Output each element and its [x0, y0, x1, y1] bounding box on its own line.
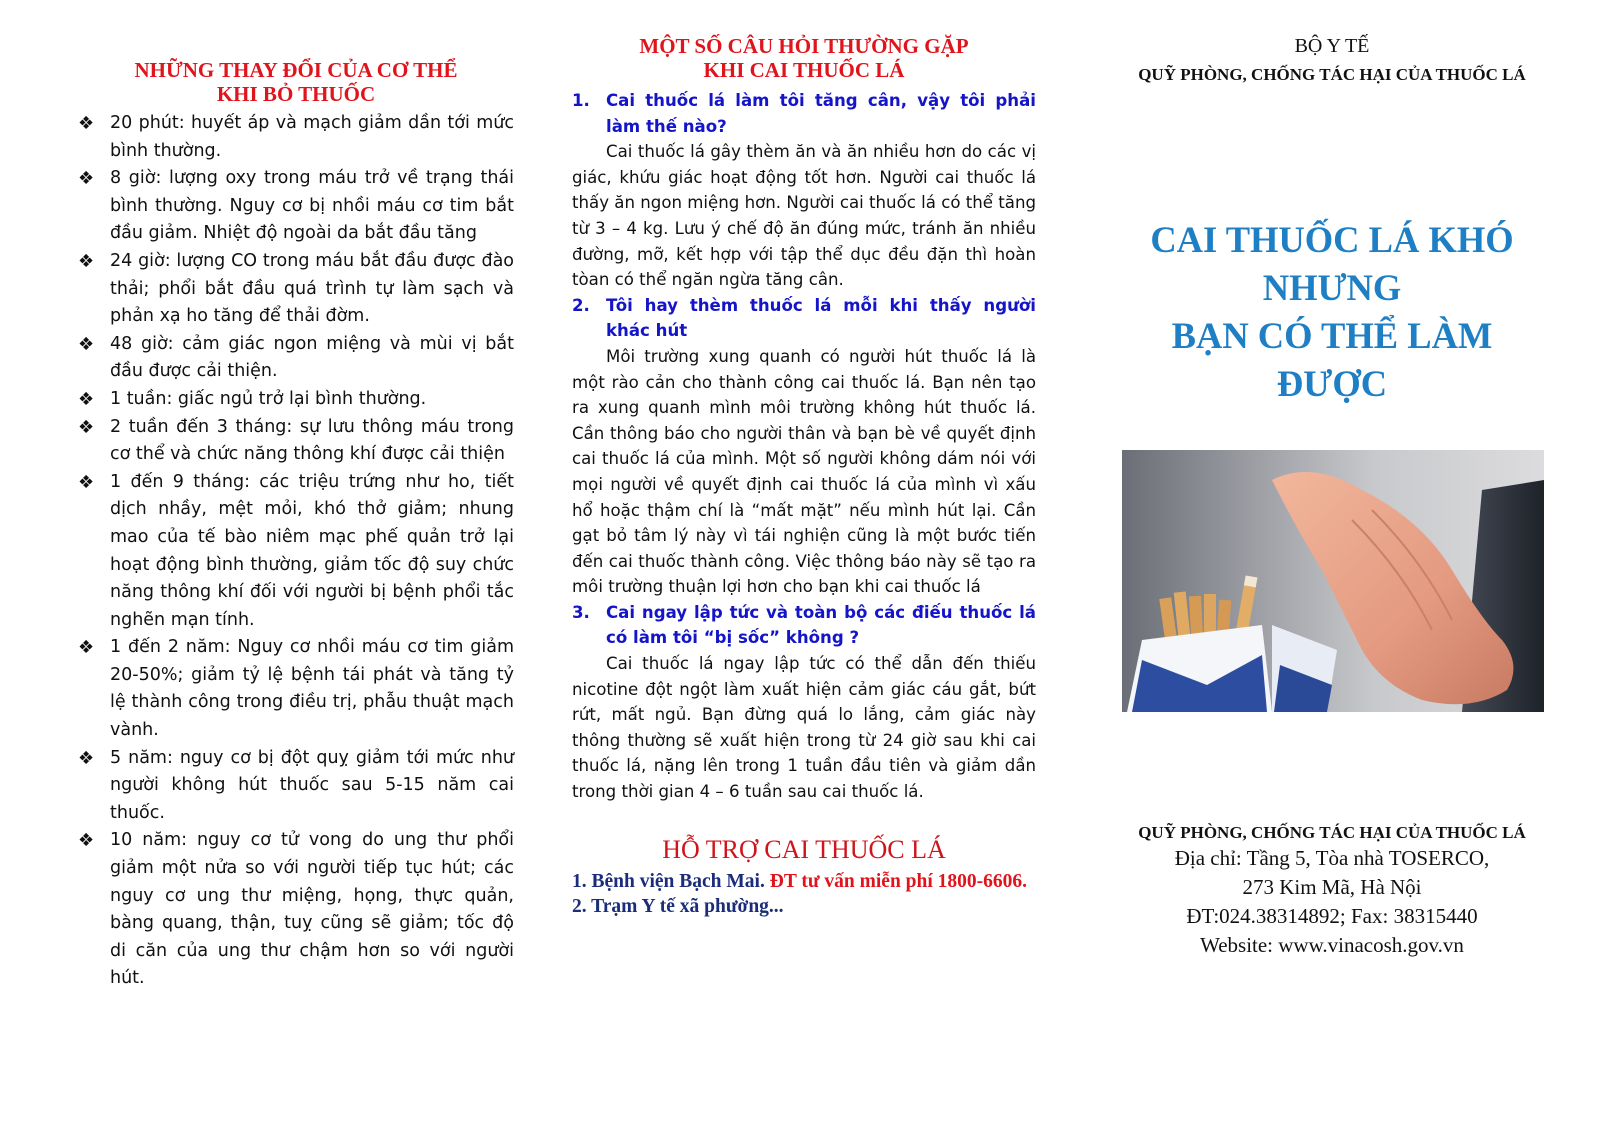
diamond-bullet-icon: ❖: [78, 416, 95, 438]
list-item: [78, 827, 514, 993]
website-link[interactable]: Website: www.vinacosh.gov.vn: [1200, 933, 1464, 957]
faq-item-2: [572, 293, 1036, 600]
headline-line3: BẠN CÓ THỂ LÀM ĐƯỢC: [1171, 315, 1493, 404]
list-item: [78, 414, 514, 469]
faq-title-line1: MỘT SỐ CÂU HỎI THƯỜNG GẶP: [639, 34, 969, 58]
faq-answer: Cai thuốc lá ngay lập tức có thể dẫn đến thiếu nicotine đột ngột làm xuất hiện cảm giác cáu gắt, bứt rứt, mất ngủ. Bạn đừng quá lo lắng, cảm giác này thông thường sẽ xuất hiện trong từ 24 giờ sau khi cai thuốc lá, nặng lên trong 1 tuần đầu tiên và giảm dần trong thời gian 4 – 6 tuần sau cai thuốc lá.: [572, 654, 1036, 802]
faq-question: [572, 600, 1036, 651]
contact-fund-name: QUỸ PHÒNG, CHỐNG TÁC HẠI CỦA THUỐC LÁ: [1138, 823, 1526, 842]
support-line-hospital: [572, 869, 1036, 894]
support-line-clinic: 2. Trạm Y tế xã phường...: [572, 895, 784, 917]
list-item: [78, 165, 514, 248]
faq-question-text: Cai thuốc lá làm tôi tăng cân, vậy tôi phải làm thế nào?: [606, 91, 1036, 136]
list-item: [78, 248, 514, 331]
list-item-text: 8 giờ: lượng oxy trong máu trở về trạng thái bình thường. Nguy cơ bị nhồi máu cơ tim bắt đầu giảm. Nhiệt độ ngoài da bắt đầu tăng: [110, 168, 514, 244]
faq-item-1: [572, 88, 1036, 293]
body-changes-list: [78, 110, 514, 993]
list-item-text: 5 năm: nguy cơ bị đột quỵ giảm tới mức như người không hút thuốc sau 5-15 năm cai thuốc.: [110, 747, 514, 823]
no-smoking-hand-photo: [1122, 450, 1544, 712]
list-item-text: 10 năm: nguy cơ tử vong do ung thư phổi giảm một nửa so với người tiếp tục hút; các nguy cơ ung thư miệng, họng, thực quản, bàng quang, thận, tuỵ cũng sẽ giảm; tốc độ di căn của ung thư chậm hơn so với người hút.: [110, 830, 514, 989]
faq-column: [572, 34, 1036, 919]
list-item-text: 1 đến 2 năm: Nguy cơ nhồi máu cơ tim giảm 20-50%; giảm tỷ lệ bệnh tái phát và tăng tỷ lệ thành công trong điều trị, phẫu thuật mạch vành.: [110, 637, 514, 741]
list-item-text: 2 tuần đến 3 tháng: sự lưu thông máu trong cơ thể và chức năng thông khí được cải thiện: [110, 416, 514, 465]
list-item-text: 20 phút: huyết áp và mạch giảm dần tới mức bình thường.: [110, 113, 514, 161]
faq-question-text: Cai ngay lập tức và toàn bộ các điếu thuốc lá có làm tôi “bị sốc” không ?: [606, 602, 1036, 648]
cover-column: [1112, 34, 1552, 408]
list-item: [78, 634, 514, 744]
diamond-bullet-icon: ❖: [78, 637, 95, 659]
body-changes-title: [78, 58, 514, 106]
diamond-bullet-icon: ❖: [78, 388, 95, 410]
phone-fax: ĐT:024.38314892; Fax: 38315440: [1186, 904, 1478, 928]
faq-answer: Cai thuốc lá gây thèm ăn và ăn nhiều hơn do các vị giác, khứu giác hoạt động tốt hơn. Người cai thuốc lá thấy ăn ngon miệng hơn. Người cai thuốc lá có thể tăng từ 3 – 4 kg. Lưu ý chế độ ăn đúng mức, tránh ăn nhiều đường, mỡ, kết hợp với tập thể dục đều đặn thì hoàn tòan có thể ngăn ngừa tăng cân.: [572, 142, 1036, 290]
faq-title: [572, 34, 1036, 82]
support-title: HỖ TRỢ CAI THUỐC LÁ: [662, 834, 946, 864]
address-line1: Địa chỉ: Tầng 5, Tòa nhà TOSERCO,: [1174, 846, 1490, 870]
address-line2: 273 Kim Mã, Hà Nội: [1242, 875, 1422, 899]
diamond-bullet-icon: ❖: [78, 830, 95, 852]
diamond-bullet-icon: ❖: [78, 333, 95, 355]
list-item: [78, 331, 514, 386]
faq-number: 1.: [572, 91, 590, 110]
faq-item-3: [572, 600, 1036, 805]
faq-question-text: Tôi hay thèm thuốc lá mỗi khi thấy người khác hút: [606, 295, 1036, 341]
headline-line1: CAI THUỐC LÁ KHÓ: [1150, 219, 1514, 260]
headline: [1112, 216, 1552, 408]
list-item-text: 24 giờ: lượng CO trong máu bắt đầu được đào thải; phổi bắt đầu quá trình tự làm sạch và phản xạ ho tăng để thải đờm.: [110, 250, 514, 327]
faq-number: 2.: [572, 295, 590, 315]
list-item: [78, 745, 514, 828]
faq-title-line2: KHI CAI THUỐC LÁ: [703, 58, 905, 82]
headline-line2: NHƯNG: [1262, 267, 1402, 308]
diamond-bullet-icon: ❖: [78, 471, 95, 493]
list-item: [78, 110, 514, 165]
faq-question: [572, 88, 1036, 139]
diamond-bullet-icon: ❖: [78, 113, 95, 134]
support-hotline: ĐT tư vấn miễn phí 1800-6606.: [769, 870, 1028, 892]
list-item-text: 48 giờ: cảm giác ngon miệng và mùi vị bắt đầu được cải thiện.: [110, 333, 514, 382]
contact-block: [1112, 822, 1552, 960]
diamond-bullet-icon: ❖: [78, 747, 95, 769]
faq-answer: Môi trường xung quanh có người hút thuốc lá là một rào cản cho thành công cai thuốc lá. Bạn nên tạo ra xung quanh mình môi trường không hút thuốc lá. Cần thông báo cho người thân và bạn bè về quyết định cai thuốc lá của mình. Một số người không dám nói với mọi người về quyết định cai thuốc lá của mình vì xấu hổ hoặc thậm chí là “mất mặt” nếu mình hút lại. Cần gạt bỏ tâm lý này vì tái nghiện cũng là một bước tiến đến cai thuốc thành công. Việc thông báo này sẽ tạo ra môi trường thuận lợi hơn cho bạn khi cai thuốc lá: [572, 346, 1036, 597]
support-hospital-name: 1. Bệnh viện Bạch Mai.: [572, 870, 765, 892]
body-changes-title-line2: KHI BỎ THUỐC: [216, 82, 376, 106]
body-changes-column: [78, 58, 514, 993]
ministry-name: BỘ Y TẾ: [1294, 35, 1370, 57]
list-item: [78, 386, 514, 414]
hand-refusing-cigarettes-icon: [1122, 450, 1544, 712]
list-item: [78, 469, 514, 635]
diamond-bullet-icon: ❖: [78, 250, 95, 272]
diamond-bullet-icon: ❖: [78, 168, 95, 190]
faq-number: 3.: [572, 602, 590, 622]
body-changes-title-line1: NHỮNG THAY ĐỔI CỦA CƠ THỂ: [134, 58, 458, 82]
faq-question: [572, 293, 1036, 344]
fund-name: QUỸ PHÒNG, CHỐNG TÁC HẠI CỦA THUỐC LÁ: [1138, 65, 1526, 84]
list-item-text: 1 đến 9 tháng: các triệu trứng như ho, tiết dịch nhầy, mệt mỏi, khó thở giảm; nhung mao của tế bào niêm mạc phế quản trở lại hoạt động bình thường, giảm tốc độ suy chức năng thông khí đối với người bị bệnh phổi tắc nghẽn mạn tính.: [110, 471, 514, 630]
list-item-text: 1 tuần: giấc ngủ trở lại bình thường.: [110, 388, 427, 409]
